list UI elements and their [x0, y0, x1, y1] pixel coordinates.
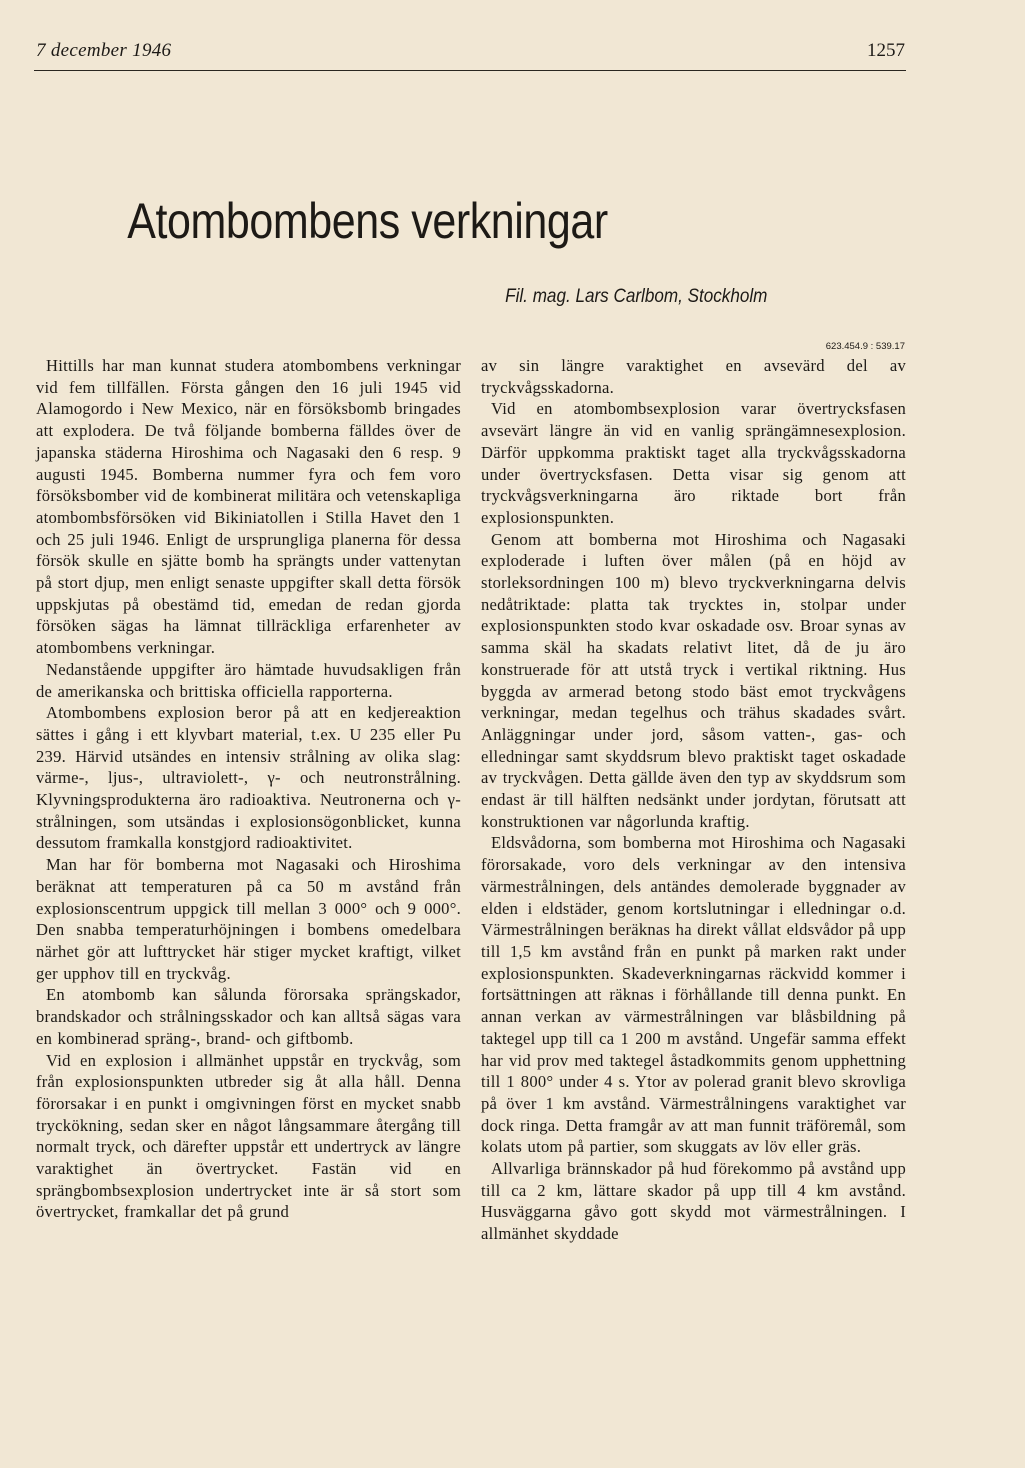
paragraph: Allvarliga brännskador på hud förekommo på avstånd upp till ca 2 km, lättare skador på upp till 4 km avstånd. Husväggarna gåvo gott skydd mot värmestrålningen. I allmänhet skyddade — [481, 1159, 906, 1244]
paragraph: Vid en atombombsexplosion varar övertrycksfasen avsevärt längre än vid en vanlig sprängämnesexplosion. Därför uppkomma praktiskt taget alla tryckvågsskadorna under övertrycksfasen. Detta visar sig genom att tryckvågsverkningarna äro riktade bort från explosionspunkten. — [481, 399, 906, 527]
right-column — [481, 355, 906, 1245]
paragraph: Man har för bomberna mot Nagasaki och Hiroshima beräknat att temperaturen på ca 50 m avstånd från explosionscentrum uppgick till mellan 3 000° och 9 000°. Den snabba temperaturhöjningen i bombens omedelbara närhet gör att lufttrycket här stiger mycket kraftigt, vilket ger upphov till en tryckvåg. — [36, 855, 461, 983]
paragraph: En atombomb kan sålunda förorsaka sprängskador, brandskador och strålningsskador och kan alltså sägas vara en kombinerad spräng-, brand- och giftbomb. — [36, 985, 461, 1048]
article-title: Atombombens verkningar — [127, 193, 608, 249]
article-byline: Fil. mag. Lars Carlbom, Stockholm — [504, 286, 767, 307]
left-column — [36, 355, 461, 1223]
page-date: 7 december 1946 — [36, 40, 172, 61]
paragraph: Genom att bomberna mot Hiroshima och Nagasaki exploderade i luften över målen (på en höjd av storleksordningen 100 m) blevo tryckverkningarna delvis nedåtriktade: platta tak trycktes in, stolpar under explosionspunkten stodo kvar oskadade osv. Broar synas av samma skäl ha skadats relativt litet, då de ju äro konstruerade för att utstå tryck i vertikal riktning. Hus byggda av armerad betong stodo bäst emot tryckvågens verkningar, medan tegelhus och trähus skadades svårt. Anläggningar under jord, såsom vatten-, gas- och elledningar samt skyddsrum blevo praktiskt taget oskadade av tryckvågen. Detta gällde även den typ av skyddsrum som endast är till hälften nedsänkt under jordytan, förutsatt att konstruktionen var någorlunda kraftig. — [481, 529, 906, 831]
paragraph: Hittills har man kunnat studera atombombens verkningar vid fem tillfällen. Första gången den 16 juli 1945 vid Alamogordo i New Mexico, när en försöksbomb bringades att explodera. De två följande bomberna fälldes över de japanska städerna Hiroshima och Nagasaki den 6 resp. 9 augusti 1945. Bomberna nummer fyra och fem voro försöksbomber vid de kombinerat militära och vetenskapliga atombombsförsöken vid Bikiniatollen i Stilla Havet den 1 och 25 juli 1946. Enligt de ursprungliga planerna för dessa försök skulle en sjätte bomb ha sprängts under vattenytan på stort djup, men enligt senaste uppgifter skall detta försök uppskjutas på obestämd tid, emedan de redan gjorda försöken sägas ha lämnat tillräckliga erfarenheter av atombombens verkningar. — [36, 356, 461, 658]
paragraph: Atombombens explosion beror på att en kedjereaktion sättes i gång i ett klyvbart material, t.ex. U 235 eller Pu 239. Härvid utsändes en intensiv strålning av olika slag: värme-, ljus-, ultraviolett-, γ- och neutronstrålning. Klyvningsprodukterna äro radioaktiva. Neutronerna och γ-strålningen, som utsändas i explosionsögonblicket, kunna dessutom framkalla konstgjord radioaktivitet. — [36, 703, 461, 853]
paragraph: av sin längre varaktighet en avsevärd del av tryckvågsskadorna. — [481, 356, 906, 397]
page-number: 1257 — [867, 40, 905, 61]
header-divider — [34, 70, 906, 71]
classification-code: 623.454.9 : 539.17 — [825, 341, 905, 352]
paragraph: Vid en explosion i allmänhet uppstår en tryckvåg, som från explosionspunkten utbreder sig åt alla håll. Denna förorsakar i en punkt i omgivningen först en mycket snabb tryckökning, sedan sker en något långsammare återgång till normalt tryck, och därefter uppstår ett undertryck av längre varaktighet än övertrycket. Fastän vid en sprängbombsexplosion undertrycket inte är så stort som övertrycket, framkallar det på grund — [36, 1050, 461, 1222]
paragraph: Nedanstående uppgifter äro hämtade huvudsakligen från de amerikanska och brittiska officiella rapporterna. — [36, 659, 461, 701]
paragraph: Eldsvådorna, som bomberna mot Hiroshima och Nagasaki förorsakade, voro dels verkningar av den intensiva värmestrålningen, dels antändes demolerade byggnader av elden i eldstäder, genom kortslutningar i elledningar o.d. Värmestrålningen beräknas ha direkt vållat eldsvådor på upp till 1,5 km avstånd från en punkt på marken rakt under explosionspunkten. Skadeverkningarnas räckvidd kommer i fortsättningen att räknas i förhållande till denna punkt. En annan verkan av värmestrålningen var blåsbildning på taktegel upp till ca 1 200 m avstånd. Ungefär samma effekt har vid prov med taktegel åstadkommits genom upphettning till 1 800° under 4 s. Ytor av polerad granit blevo skrovliga på över 1 km avstånd. Värmestrålningens varaktighet var dock ringa. Detta framgår av att man funnit träföremål, som kolats utom på partier, som skuggats av löv eller gräs. — [481, 833, 906, 1157]
